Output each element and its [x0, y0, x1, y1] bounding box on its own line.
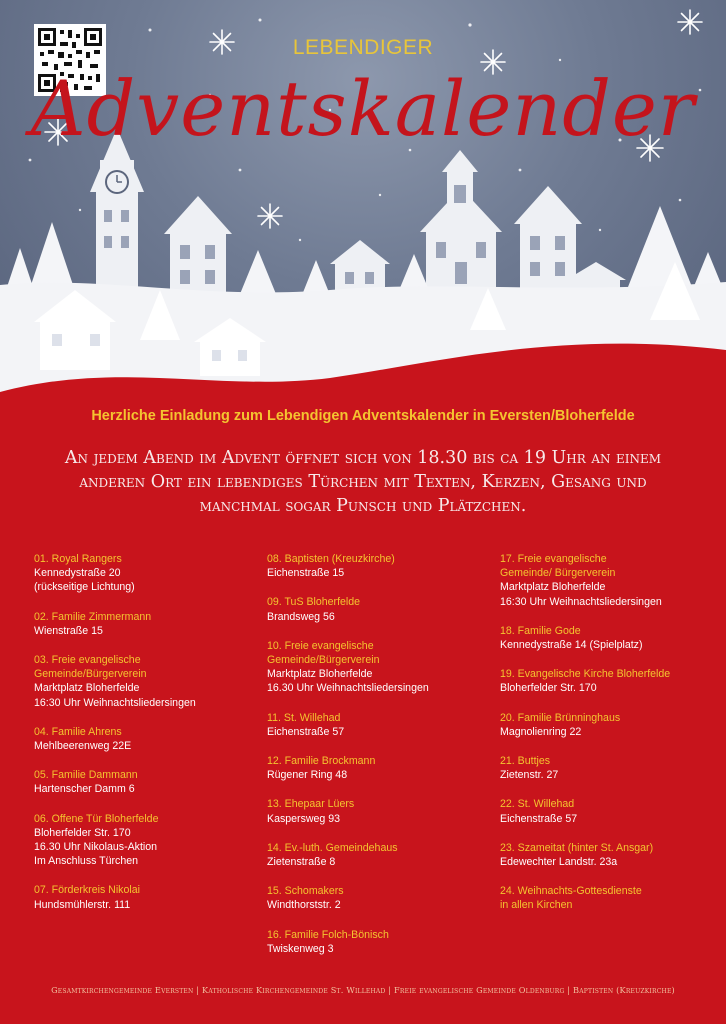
calendar-entry	[500, 667, 726, 695]
calendar-entry	[267, 841, 499, 869]
entry-details: Eichenstraße 57	[267, 725, 345, 738]
calendar-column-3	[500, 552, 726, 928]
entry-details: Magnolienring 22	[500, 725, 582, 738]
calendar-entry	[34, 653, 266, 710]
entry-details: Wienstraße 15	[34, 624, 103, 637]
clock-tower-icon	[105, 170, 129, 194]
entry-title: 08. Baptisten (Kreuzkirche)	[267, 553, 395, 565]
entry-details: Kennedystraße 20 (rückseitige Lichtung)	[34, 567, 135, 594]
entry-title: 22. St. Willehad	[500, 798, 575, 811]
calendar-entry	[500, 754, 726, 782]
calendar-entry	[267, 928, 499, 956]
calendar-entry	[267, 884, 499, 912]
calendar-entry	[34, 725, 266, 753]
entry-title: 16. Familie Folch-Bönisch	[267, 928, 389, 941]
entry-details: Brandsweg 56	[267, 610, 335, 623]
entry-title: 24. Weihnachts-Gottesdienste in allen Kirchen	[500, 885, 642, 912]
entry-details: Marktplatz Bloherfelde 16.30 Uhr Weihnachtsliedersingen	[267, 668, 429, 695]
entry-details: Marktplatz Bloherfelde 16:30 Uhr Weihnachtsliedersingen	[500, 581, 662, 608]
calendar-entry	[267, 639, 499, 696]
entry-title: 15. Schomakers	[267, 885, 344, 898]
script-title: Adventskalender	[30, 64, 696, 153]
entry-title: 03. Freie evangelische Gemeinde/Bürgerverein	[34, 654, 147, 681]
calendar-entry	[267, 797, 499, 825]
calendar-entry	[500, 552, 726, 609]
calendar-entry	[500, 711, 726, 739]
entry-details: Eichenstraße 57	[500, 812, 578, 825]
entry-details: Kaspersweg 93	[267, 812, 341, 825]
entry-title: 18. Familie Gode	[500, 624, 581, 637]
calendar-entry	[500, 884, 726, 912]
entry-title: 17. Freie evangelische Gemeinde/ Bürgerverein	[500, 553, 616, 580]
entry-title: 01. Royal Rangers	[34, 553, 122, 565]
entry-title: 10. Freie evangelische Gemeinde/Bürgerverein	[267, 639, 380, 667]
entry-title: 09. TuS Bloherfelde	[267, 596, 361, 609]
calendar-entry	[34, 883, 266, 911]
invitation-headline: Herzliche Einladung zum Lebendigen Adventskalender in Eversten/Bloherfelde	[91, 408, 635, 424]
entry-details: Hartenscher Damm 6	[34, 783, 135, 796]
calendar-entry	[500, 797, 726, 825]
calendar-entry	[500, 841, 726, 869]
entry-details: Zietenstraße 8	[267, 856, 336, 869]
entry-title: 11. St. Willehad	[267, 711, 341, 724]
entry-title: 07. Förderkreis Nikolai	[34, 884, 140, 897]
entry-title: 19. Evangelische Kirche Bloherfelde	[500, 668, 671, 681]
entry-title: 21. Buttjes	[500, 755, 551, 768]
invitation-intro: An jedem Abend im Advent öffnet sich von 18.30 bis ca 19 Uhr an einem anderen Ort ein lebendiges Türchen mit Texten, Kerzen, Gesang und manchmal sogar Punsch und Plätzchen.	[64, 448, 662, 516]
entry-title: 23. Szameitat (hinter St. Ansgar)	[500, 841, 654, 854]
entry-title: 20. Familie Brünninghaus	[500, 711, 621, 724]
entry-details: Twiskenweg 3	[267, 942, 334, 955]
calendar-entry	[267, 754, 499, 782]
entry-title: 05. Familie Dammann	[34, 769, 138, 782]
small-title: LEBENDIGER	[292, 36, 434, 59]
entry-details: Rügener Ring 48	[267, 769, 348, 782]
winter-village-illustration	[0, 0, 726, 420]
entry-title: 13. Ehepaar Lüers	[267, 798, 355, 811]
entry-title: 14. Ev.-luth. Gemeindehaus	[267, 841, 398, 854]
entry-title: 12. Familie Brockmann	[267, 755, 376, 768]
entry-details: Zietenstr. 27	[500, 769, 559, 782]
village-houses	[90, 128, 626, 308]
calendar-entry	[267, 552, 499, 580]
entry-details: Kennedystraße 14 (Spielplatz)	[500, 639, 643, 652]
entry-title: 02. Familie Zimmermann	[34, 610, 152, 623]
entry-details: Windthorststr. 2	[267, 899, 341, 912]
entry-details: Eichenstraße 15	[267, 567, 345, 580]
entry-details: Edewechter Landstr. 23a	[500, 856, 618, 869]
entry-details: Bloherfelder Str. 170	[500, 682, 597, 695]
entry-title: 06. Offene Tür Bloherfelde	[34, 812, 159, 825]
calendar-entry	[500, 624, 726, 652]
footer-organizers: Gesamtkirchengemeinde Eversten | Katholische Kirchengemeinde St. Willehad | Freie evangelische Gemeinde Oldenburg | Baptisten (Kreuzkirche)	[51, 985, 675, 995]
calendar-column-1	[34, 552, 266, 927]
calendar-entry	[34, 552, 266, 595]
calendar-entry	[34, 768, 266, 796]
entry-details: Hundsmühlerstr. 111	[34, 898, 131, 911]
entry-details: Marktplatz Bloherfelde 16:30 Uhr Weihnachtsliedersingen	[34, 682, 196, 709]
calendar-entry	[267, 595, 499, 623]
entry-details: Mehlbeerenweg 22E	[34, 740, 132, 753]
entry-details: Bloherfelder Str. 170 16.30 Uhr Nikolaus-Aktion Im Anschluss Türchen	[34, 826, 158, 868]
calendar-column-2	[267, 552, 499, 971]
calendar-entry	[34, 610, 266, 638]
entry-title: 04. Familie Ahrens	[34, 725, 122, 738]
calendar-entry	[267, 711, 499, 739]
calendar-entry	[34, 812, 266, 869]
